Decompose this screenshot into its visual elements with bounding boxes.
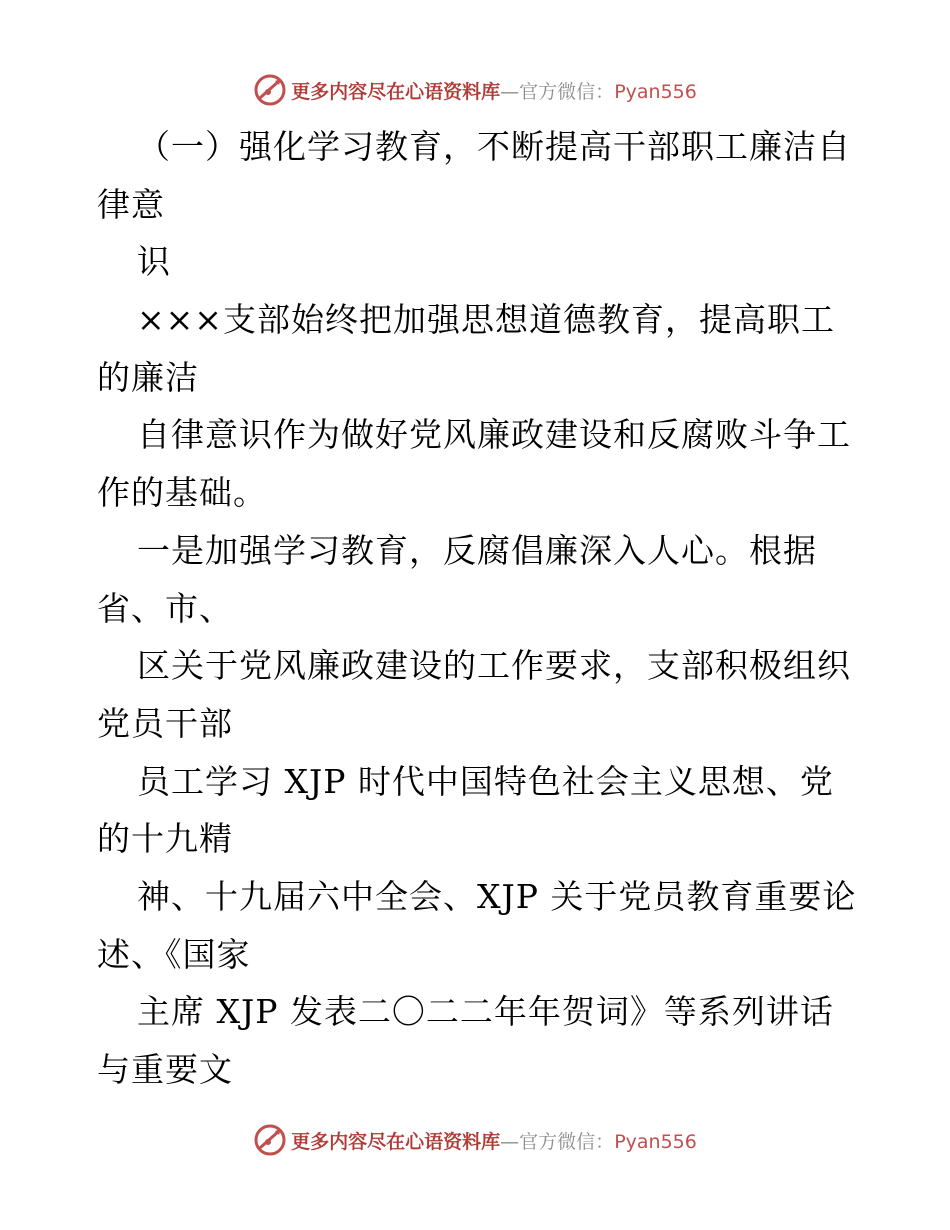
brand-logo-icon: [253, 1123, 287, 1157]
footer-wechat: Pyan556: [614, 1130, 697, 1153]
header-brand: 更多内容尽在心语资料库: [291, 80, 501, 103]
paragraph-line: 作的基础。: [97, 473, 267, 513]
paragraph-line: 的廉洁: [97, 357, 199, 397]
footer-watermark: [0, 1120, 950, 1160]
paragraph-line: 述、《国家: [97, 934, 251, 974]
header-watermark: [0, 70, 950, 110]
paragraph-line: 的十九精: [97, 819, 233, 859]
paragraph-line: ×××支部始终把加强思想道德教育，提高职工: [137, 300, 835, 340]
paragraph-line: 员工学习 XJP 时代中国特色社会主义思想、党: [137, 761, 834, 801]
footer-dash: —: [500, 1130, 520, 1153]
paragraph-line: 律意: [97, 184, 165, 224]
header-dash: —: [500, 80, 520, 103]
paragraph-line: 与重要文: [97, 1050, 233, 1089]
paragraph-line: 省、市、: [97, 588, 233, 628]
footer-official: 官方微信：: [519, 1130, 615, 1153]
paragraph-line: 主席 XJP 发表二〇二二年年贺词》等系列讲话: [137, 992, 834, 1032]
document-body: [97, 118, 857, 1099]
paragraph-line: 一是加强学习教育，反腐倡廉深入人心。根据: [137, 530, 817, 570]
paragraph-line: 识: [137, 242, 171, 282]
paragraph-line: 神、十九届六中全会、XJP 关于党员教育重要论: [137, 876, 857, 916]
paragraph-line: （一）强化学习教育，不断提高干部职工廉洁自: [137, 127, 851, 166]
header-wechat: Pyan556: [614, 80, 697, 103]
footer-brand: 更多内容尽在心语资料库: [291, 1130, 501, 1153]
paragraph-line: 自律意识作为做好党风廉政建设和反腐败斗争工: [137, 415, 851, 455]
paragraph-line: 党员干部: [97, 703, 233, 743]
brand-logo-icon: [253, 73, 287, 107]
paragraph-line: 区关于党风廉政建设的工作要求，支部积极组织: [137, 646, 851, 686]
header-official: 官方微信：: [519, 80, 615, 103]
